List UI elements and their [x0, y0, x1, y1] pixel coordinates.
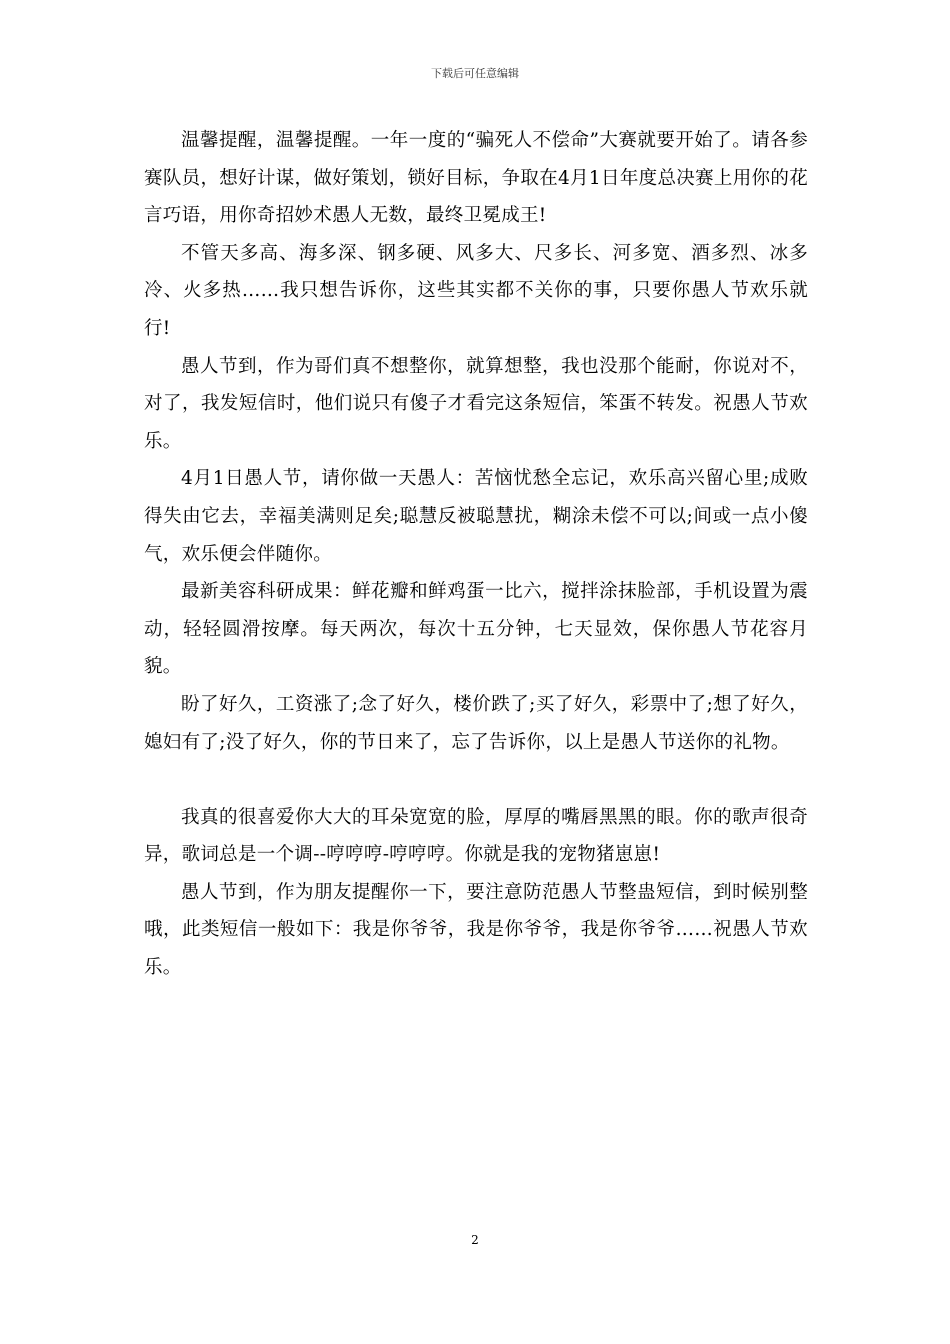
paragraph-1: 温馨提醒，温馨提醒。一年一度的“骗死人不偿命”大赛就要开始了。请各参赛队员，想好计谋，做好策划，锁好目标，争取在4月1日年度总决赛上用你的花言巧语，用你奇招妙术愚人无数，最终卫冕成王!: [144, 130, 808, 227]
paragraph-4: 4月1日愚人节，请你做一天愚人：苦恼忧愁全忘记，欢乐高兴留心里;成败得失由它去，幸福美满则足矣;聪慧反被聪慧扰，糊涂未偿不可以;间或一点小傻气，欢乐便会伴随你。: [144, 468, 808, 565]
document-body: [144, 122, 808, 987]
paragraph-3: 愚人节到，作为哥们真不想整你，就算想整，我也没那个能耐，你说对不，对了，我发短信时，他们说只有傻子才看完这条短信，笨蛋不转发。祝愚人节欢乐。: [144, 355, 808, 452]
paragraph-8: 愚人节到，作为朋友提醒你一下，要注意防范愚人节整蛊短信，到时候别整哦，此类短信一般如下：我是你爷爷，我是你爷爷，我是你爷爷……祝愚人节欢乐。: [144, 881, 808, 979]
paragraph-2: 不管天多高、海多深、钢多硬、风多大、尺多长、河多宽、酒多烈、冰多冷、火多热……我只想告诉你，这些其实都不关你的事，只要你愚人节欢乐就行!: [144, 242, 808, 339]
page-header: 下载后可任意编辑: [431, 67, 519, 80]
paragraph-5: 最新美容科研成果：鲜花瓣和鲜鸡蛋一比六，搅拌涂抹脸部，手机设置为震动，轻轻圆滑按摩。每天两次，每次十五分钟，七天显效，保你愚人节花容月貌。: [144, 581, 808, 678]
page-number: 2: [471, 1233, 479, 1247]
paragraph-6: 盼了好久，工资涨了;念了好久，楼价跌了;买了好久，彩票中了;想了好久，媳妇有了;没了好久，你的节日来了，忘了告诉你，以上是愚人节送你的礼物。: [144, 693, 808, 753]
paragraph-7: 我真的很喜爱你大大的耳朵宽宽的脸，厚厚的嘴唇黑黑的眼。你的歌声很奇异，歌词总是一个调--哼哼哼-哼哼哼。你就是我的宠物猪崽崽!: [144, 806, 808, 866]
